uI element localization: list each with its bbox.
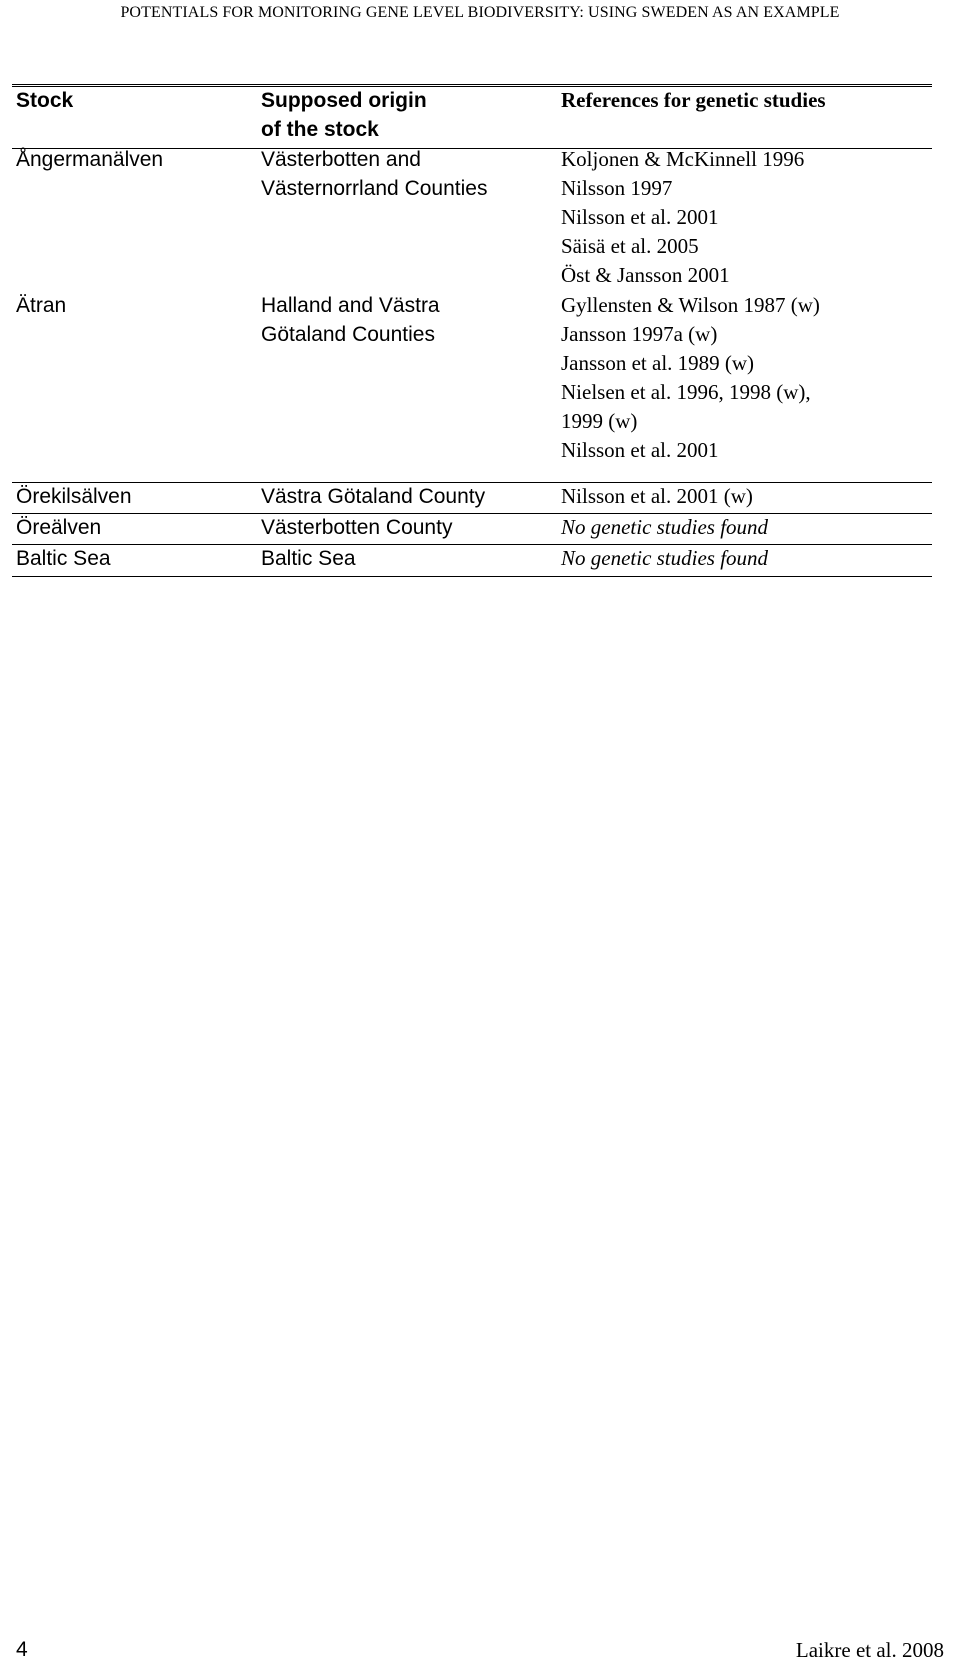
header-references: References for genetic studies xyxy=(561,88,826,112)
row-4-rule xyxy=(12,544,932,545)
row-5-stock: Baltic Sea xyxy=(16,547,111,570)
row-3-stock: Örekilsälven xyxy=(16,485,132,508)
row-4-stock: Öreälven xyxy=(16,516,102,539)
footer-citation: Laikre et al. 2008 xyxy=(795,1638,944,1662)
row-3-origin: Västra Götaland County xyxy=(261,485,486,508)
row-2-origin: Halland and Västra Götaland Counties xyxy=(261,294,440,346)
row-3-rule xyxy=(12,513,932,514)
row-1-stock: Ångermanälven xyxy=(16,148,164,171)
row-5-references: No genetic studies found xyxy=(561,546,769,570)
row-2-references: Gyllensten & Wilson 1987 (w) Jansson 1997a (w) Jansson et al. 1989 (w) Nielsen et al. 1996, 1998 (w), 1999 (w) Nilsson et al. 2001 xyxy=(561,293,820,462)
header-origin: Supposed origin of the stock xyxy=(261,89,427,141)
page-number: 4 xyxy=(16,1638,28,1661)
header-stock: Stock xyxy=(16,89,74,112)
row-5-origin: Baltic Sea xyxy=(261,547,356,570)
row-2-stock: Ätran xyxy=(16,294,67,317)
row-1-references: Koljonen & McKinnell 1996 Nilsson 1997 Nilsson et al. 2001 Säisä et al. 2005 Öst & Jansson 2001 xyxy=(561,147,805,287)
row-4-origin: Västerbotten County xyxy=(261,516,453,539)
row-3-references: Nilsson et al. 2001 (w) xyxy=(561,484,753,508)
running-head: POTENTIALS FOR MONITORING GENE LEVEL BIODIVERSITY: USING SWEDEN AS AN EXAMPLE xyxy=(120,4,840,21)
row-1-origin: Västerbotten and Västernorrland Counties xyxy=(261,148,488,200)
row-4-references: No genetic studies found xyxy=(561,515,769,539)
table-bottom-rule xyxy=(12,576,932,577)
